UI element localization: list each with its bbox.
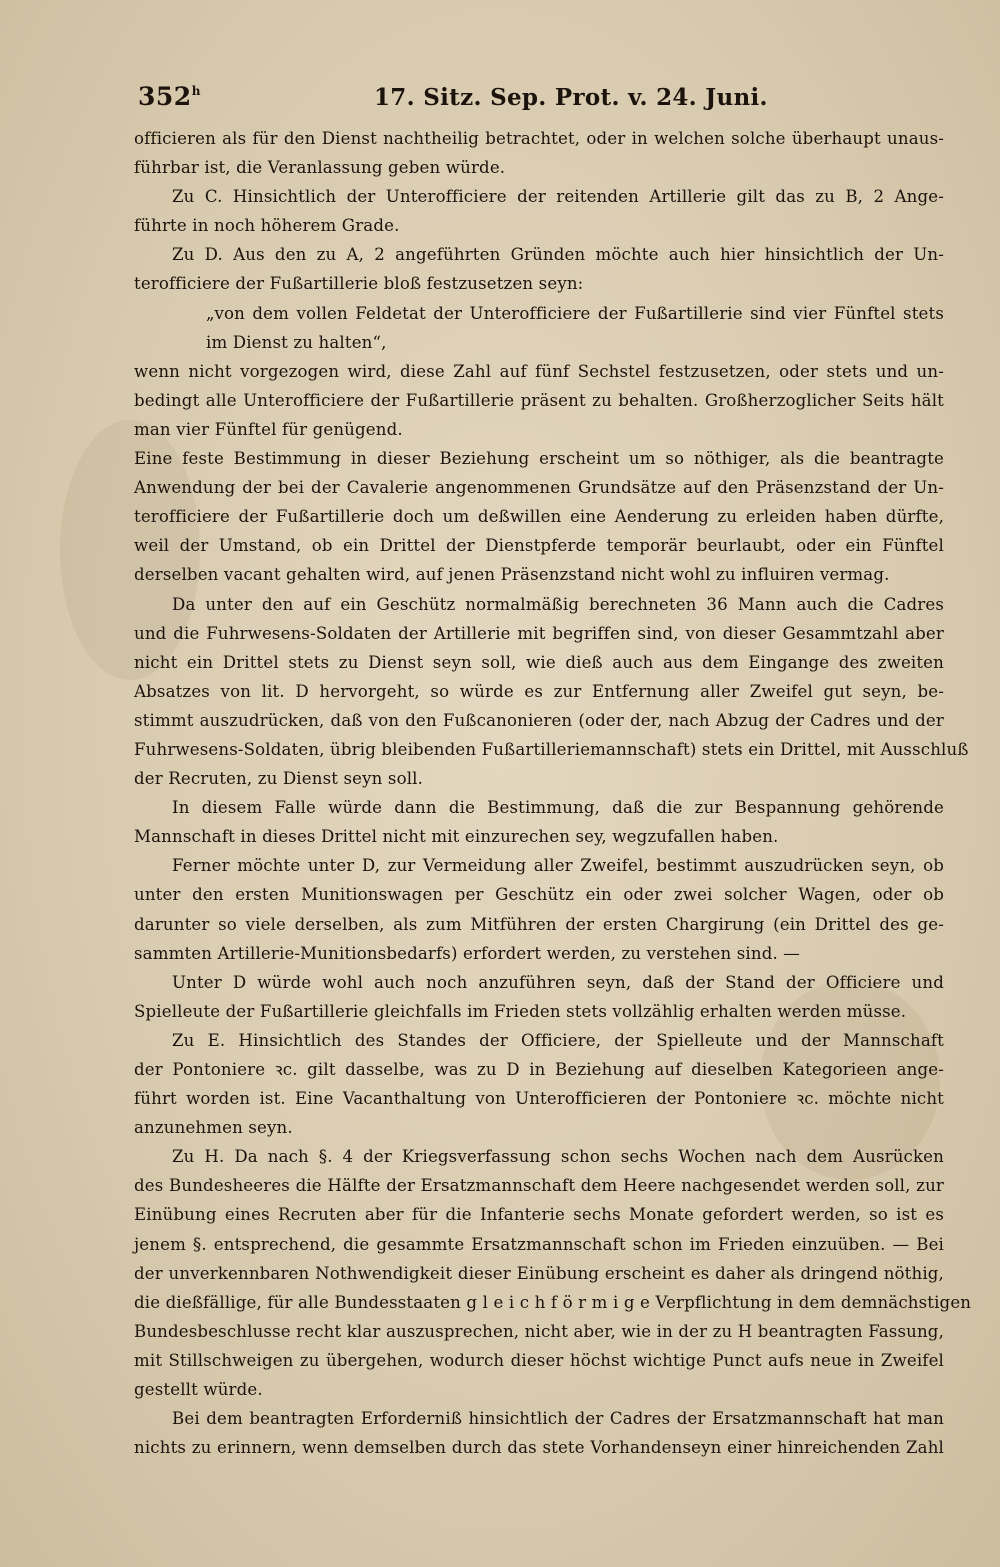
text-line: führt worden ist. Eine Vacanthaltung von Unterofficieren der Pontoniere ꝛc. möchte nicht: [134, 1089, 944, 1109]
text-line: In diesem Falle würde dann die Bestimmung, daß die zur Bespannung gehörende: [172, 798, 944, 818]
text-line: Da unter den auf ein Geschütz normalmäßig berechneten 36 Mann auch die Cadres: [172, 594, 944, 614]
text-line: und die Fuhrwesens-Soldaten der Artillerie mit begriffen sind, von dieser Gesammtzahl aber: [134, 623, 944, 643]
body-text: [134, 124, 972, 1462]
text-line: nichts zu erinnern, wenn demselben durch das stete Vorhandenseyn einer hinreichenden Zahl: [134, 1438, 944, 1458]
text-line: anzunehmen seyn.: [134, 1118, 293, 1138]
text-line: „von dem vollen Feldetat der Unterofficiere der Fußartillerie sind vier Fünftel stets: [206, 303, 944, 323]
text-line: Einübung eines Recruten aber für die Infanterie sechs Monate gefordert werden, so ist es: [134, 1205, 944, 1225]
text-line: stimmt auszudrücken, daß von den Fußcanonieren (oder der, nach Abzug der Cadres und der: [134, 710, 944, 730]
text-line: darunter so viele derselben, als zum Mitführen der ersten Chargirung (ein Drittel des ge-: [134, 914, 944, 934]
text-line: terofficiere der Fußartillerie bloß festzusetzen seyn:: [134, 274, 584, 294]
text-line: die dießfällige, für alle Bundesstaaten g l e i c h f ö r m i g e Verpflichtung in dem demnächstigen: [134, 1292, 972, 1312]
text-line: gestellt würde.: [134, 1380, 263, 1400]
text-line: der unverkennbaren Nothwendigkeit dieser Einübung erscheint es daher als dringend nöthig,: [134, 1263, 944, 1283]
text-line: der Recruten, zu Dienst seyn soll.: [134, 769, 424, 789]
page-number: [138, 82, 201, 111]
page-number-value: 352: [138, 82, 192, 111]
text-line: bedingt alle Unterofficiere der Fußartillerie präsent zu behalten. Großherzoglicher Seits hält: [134, 390, 944, 410]
text-line: des Bundesheeres die Hälfte der Ersatzmannschaft dem Heere nachgesendet werden soll, zur: [134, 1176, 944, 1196]
text-line: Eine feste Bestimmung in dieser Beziehung erscheint um so nöthiger, als die beantragte: [134, 449, 944, 469]
text-line: man vier Fünftel für genügend.: [134, 419, 403, 439]
text-line: führbar ist, die Veranlassung geben würde.: [134, 158, 506, 178]
text-line: Anwendung der bei der Cavalerie angenommenen Grundsätze auf den Präsenzstand der Un-: [134, 478, 944, 498]
text-line: Bundesbeschlusse recht klar auszusprechen, nicht aber, wie in der zu H beantragten Fassung,: [134, 1321, 944, 1341]
text-line: mit Stillschweigen zu übergehen, wodurch dieser höchst wichtige Punct aufs neue in Zweifel: [134, 1350, 944, 1370]
text-line: sammten Artillerie-Munitionsbedarfs) erfordert werden, zu verstehen sind. —: [134, 943, 801, 963]
text-line: im Dienst zu halten“,: [206, 332, 387, 352]
text-line: Absatzes von lit. D hervorgeht, so würde es zur Entfernung aller Zweifel gut seyn, be-: [134, 681, 944, 701]
page-number-suffix: h: [191, 84, 201, 98]
text-line: Zu H. Da nach §. 4 der Kriegsverfassung schon sechs Wochen nach dem Ausrücken: [172, 1147, 944, 1167]
text-line: Zu D. Aus den zu A, 2 angeführten Gründen möchte auch hier hinsichtlich der Un-: [172, 245, 944, 265]
text-line: Zu E. Hinsichtlich des Standes der Officiere, der Spielleute und der Mannschaft: [172, 1030, 944, 1050]
text-line: Zu C. Hinsichtlich der Unterofficiere der reitenden Artillerie gilt das zu B, 2 Ange-: [172, 187, 944, 207]
text-line: derselben vacant gehalten wird, auf jenen Präsenzstand nicht wohl zu influiren vermag.: [134, 565, 890, 585]
text-line: Spielleute der Fußartillerie gleichfalls im Frieden stets vollzählig erhalten werden müsse.: [134, 1001, 907, 1021]
text-line: Bei dem beantragten Erforderniß hinsichtlich der Cadres der Ersatzmannschaft hat man: [172, 1409, 944, 1429]
page-header: [138, 82, 858, 116]
text-line: Ferner möchte unter D, zur Vermeidung aller Zweifel, bestimmt auszudrücken seyn, ob: [172, 856, 944, 876]
text-line: Unter D würde wohl auch noch anzuführen seyn, daß der Stand der Officiere und: [172, 972, 944, 992]
text-line: terofficiere der Fußartillerie doch um deßwillen eine Aenderung zu erleiden haben dürfte,: [134, 507, 944, 527]
text-line: Fuhrwesens-Soldaten, übrig bleibenden Fußartilleriemannschaft) stets ein Drittel, mit Ausschluß: [134, 739, 969, 759]
text-line: Mannschaft in dieses Drittel nicht mit einzurechen sey, wegzufallen haben.: [134, 827, 779, 847]
running-head: 17. Sitz. Sep. Prot. v. 24. Juni.: [374, 84, 768, 111]
text-line: wenn nicht vorgezogen wird, diese Zahl auf fünf Sechstel festzusetzen, oder stets und un-: [134, 361, 944, 381]
text-line: führte in noch höherem Grade.: [134, 216, 400, 236]
text-line: officieren als für den Dienst nachtheilig betrachtet, oder in welchen solche überhaupt unaus-: [134, 129, 944, 148]
text-line: weil der Umstand, ob ein Drittel der Dienstpferde temporär beurlaubt, oder ein Fünftel: [134, 536, 944, 556]
text-line: unter den ersten Munitionswagen per Geschütz ein oder zwei solcher Wagen, oder ob: [134, 885, 944, 905]
text-line: nicht ein Drittel stets zu Dienst seyn soll, wie dieß auch aus dem Eingange des zweiten: [134, 652, 944, 672]
text-line: jenem §. entsprechend, die gesammte Ersatzmannschaft schon im Frieden einzuüben. — Bei: [134, 1234, 944, 1254]
text-line: der Pontoniere ꝛc. gilt dasselbe, was zu D in Beziehung auf dieselben Kategorieen ange-: [134, 1060, 944, 1079]
